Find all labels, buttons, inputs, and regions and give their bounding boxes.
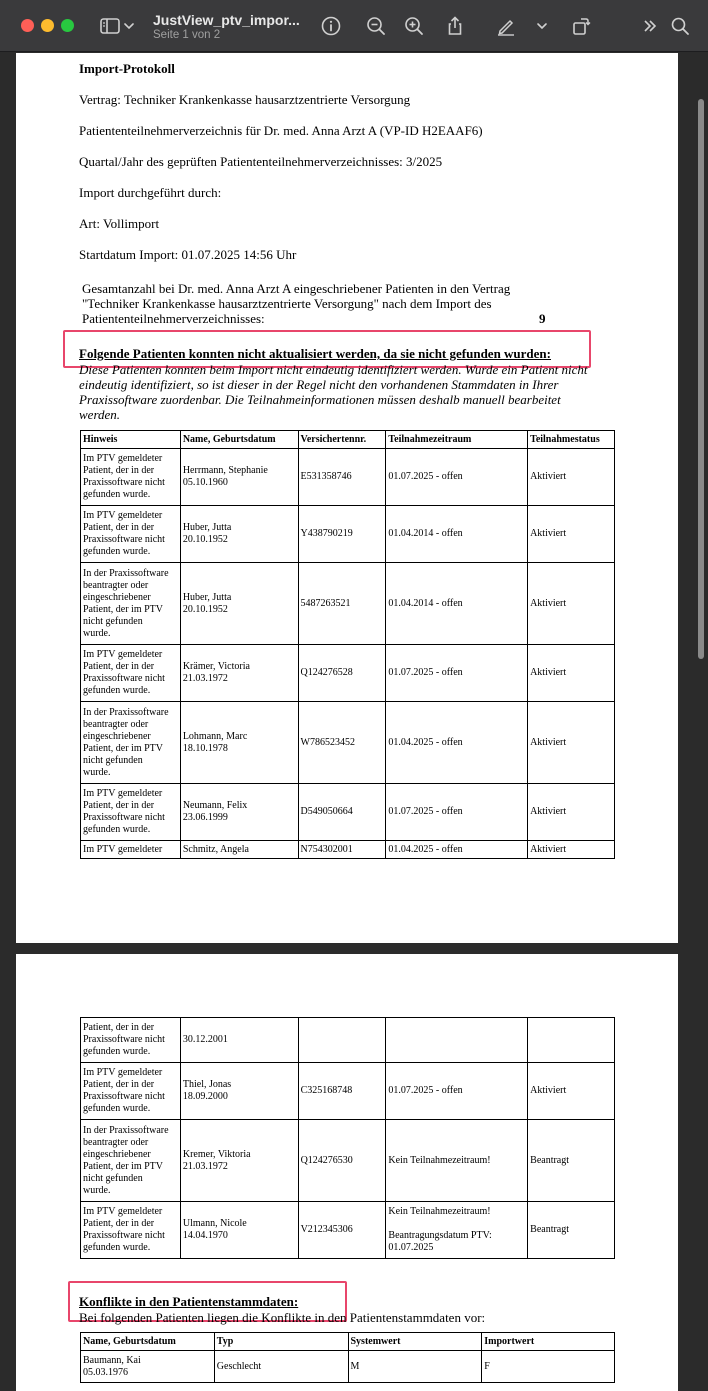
zeitraum-cell — [386, 1120, 528, 1202]
versichertennr-cell: D549050664 — [298, 784, 386, 841]
cell-line: Beantragungsdatum PTV: — [388, 1230, 492, 1241]
import-durch-line: Import durchgeführt durch: — [79, 185, 222, 200]
not-found-table — [80, 430, 615, 859]
name-cell — [180, 841, 298, 859]
hinweis-cell — [81, 1063, 181, 1120]
cell-line: nicht gefunden — [83, 754, 143, 766]
cell-line: Im PTV gemeldeter — [83, 1067, 163, 1078]
table-row — [81, 702, 615, 784]
status-cell: Aktiviert — [528, 841, 615, 859]
cell-line: Thiel, Jonas — [182, 1079, 232, 1090]
name-cell — [180, 702, 298, 784]
art-line: Art: Vollimport — [79, 216, 160, 231]
cell-line: 23.06.1999 — [182, 812, 228, 823]
cell-line: Patient, der in der — [83, 1079, 155, 1090]
vertrag-line: Vertrag: Techniker Krankenkasse hausarztzentrierte Versorgung — [79, 92, 411, 107]
versichertennr-cell: 5487263521 — [298, 563, 386, 645]
table-row — [81, 563, 615, 645]
cell-line: Praxissoftware nicht — [83, 1091, 165, 1102]
share-icon[interactable] — [443, 14, 467, 38]
hinweis-cell — [81, 645, 181, 702]
versichertennr-cell: Q124276530 — [298, 1120, 386, 1202]
table-row — [81, 449, 615, 506]
cell-line: 18.10.1978 — [182, 742, 228, 754]
cell-line: Praxissoftware nicht — [83, 477, 165, 488]
close-window-button[interactable] — [21, 19, 34, 32]
column-header: Typ — [214, 1333, 348, 1351]
hinweis-cell — [81, 784, 181, 841]
cell-line: 18.09.2000 — [182, 1091, 228, 1102]
cell-line: In der Praxissoftware — [83, 706, 169, 718]
zeitraum-cell: 01.07.2025 - offen — [386, 645, 528, 702]
table-header-row — [81, 1333, 615, 1351]
typ-cell: Geschlecht — [214, 1351, 348, 1383]
hinweis-cell — [81, 449, 181, 506]
zeitraum-cell: 01.07.2025 - offen — [386, 784, 528, 841]
status-cell — [528, 1018, 615, 1063]
name-cell — [180, 645, 298, 702]
cell-line: Im PTV gemeldeter — [83, 649, 163, 660]
cell-line: Praxissoftware nicht — [83, 534, 165, 545]
page-indicator: Seite 1 von 2 — [153, 29, 221, 41]
cell-line: nicht gefunden — [83, 615, 143, 627]
pdf-page-1 — [16, 53, 678, 943]
name-cell — [180, 784, 298, 841]
name-cell — [180, 1120, 298, 1202]
cell-line: 01.07.2025 — [388, 1242, 434, 1253]
section1-desc-3: Praxissoftware zuordenbar. Die Teilnahmeinformationen müssen deshalb manuell bearbeitet — [79, 392, 561, 407]
cell-line: Patient, der in der — [83, 1218, 155, 1229]
chevron-down-icon[interactable] — [121, 14, 137, 38]
cell-line: 30.12.2001 — [182, 1034, 228, 1045]
cell-line: Huber, Jutta — [182, 522, 232, 533]
vertical-scrollbar[interactable] — [698, 99, 704, 659]
cell-line: Patient, der in der — [83, 522, 155, 533]
cell-line: gefunden wurde. — [83, 1103, 151, 1114]
column-header: Versichertennr. — [298, 431, 386, 449]
zoom-out-icon[interactable] — [364, 14, 388, 38]
name-cell — [180, 563, 298, 645]
gesamt-line-1: Gesamtanzahl bei Dr. med. Anna Arzt A eingeschriebener Patienten in den Vertrag — [82, 281, 511, 296]
pdf-page-2 — [16, 954, 678, 1391]
table-row — [81, 784, 615, 841]
cell-line: Im PTV gemeldeter — [83, 1206, 163, 1217]
cell-line: Huber, Jutta — [182, 591, 232, 603]
document-viewer[interactable] — [0, 53, 708, 1391]
document-title: JustView_ptv_impor... — [153, 12, 300, 28]
cell-line: Krämer, Victoria — [182, 661, 250, 672]
hinweis-cell — [81, 563, 181, 645]
section1-desc-1: Diese Patienten konnten beim Import nicht eindeutig identifiziert werden. Wurde ein Patient nicht — [79, 362, 588, 377]
table-row — [81, 506, 615, 563]
doc-heading: Import-Protokoll — [79, 61, 175, 76]
cell-line: Praxissoftware nicht — [83, 673, 165, 684]
cell-line: eingeschriebener — [83, 730, 151, 742]
cell-line — [388, 1218, 525, 1230]
hinweis-cell — [81, 841, 181, 859]
cell-line: Patient, der im PTV — [83, 742, 163, 754]
cell-line: 05.10.1960 — [182, 477, 228, 488]
versichertennr-cell: N754302001 — [298, 841, 386, 859]
cell-line: Im PTV gemeldeter — [83, 788, 163, 799]
table-row — [81, 1120, 615, 1202]
column-header: Importwert — [482, 1333, 615, 1351]
cell-line: Neumann, Felix — [182, 800, 248, 811]
cell-line: In der Praxissoftware — [83, 1124, 169, 1136]
conflicts-table — [80, 1332, 615, 1383]
cell-line: Praxissoftware nicht — [83, 1230, 165, 1241]
versichertennr-cell: Y438790219 — [298, 506, 386, 563]
cell-line: Baumann, Kai — [83, 1354, 141, 1366]
cell-line: beantragter oder — [83, 579, 149, 591]
rotate-icon[interactable] — [569, 14, 593, 38]
status-cell: Aktiviert — [528, 1063, 615, 1120]
cell-line: 21.03.1972 — [182, 673, 228, 684]
startdatum-line: Startdatum Import: 01.07.2025 14:56 Uhr — [79, 247, 297, 262]
cell-line: eingeschriebener — [83, 591, 151, 603]
cell-line: Patient, der im PTV — [83, 1160, 163, 1172]
status-cell: Aktiviert — [528, 449, 615, 506]
window-titlebar — [0, 0, 708, 52]
zoom-window-button[interactable] — [61, 19, 74, 32]
cell-line: 01.07.2025 - offen — [388, 1085, 463, 1096]
zeitraum-cell — [386, 1202, 528, 1259]
versichertennr-cell: Q124276528 — [298, 645, 386, 702]
column-header: Teilnahmestatus — [528, 431, 615, 449]
cell-line: 21.03.1972 — [182, 1160, 228, 1172]
cell-line: wurde. — [83, 1184, 111, 1196]
markup-menu-chevron-icon[interactable] — [534, 14, 550, 38]
cell-line: Ulmann, Nicole — [182, 1218, 247, 1229]
zeitraum-cell — [386, 1063, 528, 1120]
table-row — [81, 645, 615, 702]
status-cell: Aktiviert — [528, 784, 615, 841]
cell-line: Patient, der im PTV — [83, 603, 163, 615]
zeitraum-cell: 01.04.2014 - offen — [386, 506, 528, 563]
cell-line: 20.10.1952 — [182, 534, 228, 545]
cell-line: wurde. — [83, 766, 111, 778]
table-row — [81, 1351, 615, 1383]
gesamt-line-2: "Techniker Krankenkasse hausarztzentrierte Versorgung" nach dem Import des — [82, 296, 492, 311]
name-cell — [180, 449, 298, 506]
zoom-in-icon[interactable] — [402, 14, 426, 38]
versichertennr-cell — [298, 1018, 386, 1063]
section1-title: Folgende Patienten konnten nicht aktualisiert werden, da sie nicht gefunden wurden: — [79, 346, 551, 361]
zeitraum-cell: 01.04.2025 - offen — [386, 841, 528, 859]
section1-desc-4: werden. — [79, 407, 121, 422]
cell-line: Patient, der in der — [83, 465, 155, 476]
versichertennr-cell: E531358746 — [298, 449, 386, 506]
cell-line: wurde. — [83, 627, 111, 639]
cell-line: Kremer, Viktoria — [182, 1148, 251, 1160]
cell-line: Im PTV gemeldeter — [83, 843, 163, 855]
hinweis-cell — [81, 702, 181, 784]
name-cell — [81, 1351, 215, 1383]
pencil-icon[interactable] — [494, 14, 518, 38]
zeitraum-cell — [386, 1018, 528, 1063]
cell-line: gefunden wurde. — [83, 546, 151, 557]
versichertennr-cell: C325168748 — [298, 1063, 386, 1120]
table-row — [81, 1018, 615, 1063]
column-header: Hinweis — [81, 431, 181, 449]
column-header: Name, Geburtsdatum — [81, 1333, 215, 1351]
versichertennr-cell: V212345306 — [298, 1202, 386, 1259]
table-row — [81, 1063, 615, 1120]
chevron-double-right-icon[interactable] — [638, 14, 662, 38]
cell-line: nicht gefunden — [83, 1172, 143, 1184]
hinweis-cell — [81, 1202, 181, 1259]
cell-line: 14.04.1970 — [182, 1230, 228, 1241]
cell-line: Patient, der in der — [83, 800, 155, 811]
cell-line: beantragter oder — [83, 1136, 149, 1148]
cell-line — [388, 1034, 525, 1046]
table-row — [81, 1202, 615, 1259]
cell-line: Kein Teilnahmezeitraum! — [388, 1154, 491, 1166]
search-icon[interactable] — [668, 14, 692, 38]
cell-line: Lohmann, Marc — [182, 730, 248, 742]
versichertennr-cell: W786523452 — [298, 702, 386, 784]
info-icon[interactable] — [319, 14, 343, 38]
name-cell — [180, 1063, 298, 1120]
cell-line: Kein Teilnahmezeitraum! — [388, 1206, 491, 1217]
name-cell — [180, 1018, 298, 1063]
cell-line: Patient, der in der — [83, 1022, 155, 1033]
minimize-window-button[interactable] — [41, 19, 54, 32]
cell-line: Patient, der in der — [83, 661, 155, 672]
section1-desc-2: eindeutig identifiziert, so ist dieser in der Regel nicht den vorhandenen Stammdaten in Ihrer — [79, 377, 559, 392]
cell-line: gefunden wurde. — [83, 685, 151, 696]
name-cell — [180, 1202, 298, 1259]
status-cell: Beantragt — [528, 1120, 615, 1202]
column-header: Name, Geburtsdatum — [180, 431, 298, 449]
status-cell: Aktiviert — [528, 563, 615, 645]
hinweis-cell — [81, 1120, 181, 1202]
systemwert-cell: M — [348, 1351, 482, 1383]
cell-line: gefunden wurde. — [83, 489, 151, 500]
status-cell: Beantragt — [528, 1202, 615, 1259]
status-cell: Aktiviert — [528, 645, 615, 702]
hinweis-cell — [81, 506, 181, 563]
section2-title: Konflikte in den Patientenstammdaten: — [79, 1294, 299, 1309]
table-header-row — [81, 431, 615, 449]
gesamt-count: 9 — [539, 311, 546, 326]
sidebar-icon[interactable] — [98, 14, 122, 38]
status-cell: Aktiviert — [528, 702, 615, 784]
cell-line: gefunden wurde. — [83, 1242, 151, 1253]
quartal-line: Quartal/Jahr des geprüften Patiententeilnehmerverzeichnisses: 3/2025 — [79, 154, 443, 169]
cell-line: 20.10.1952 — [182, 603, 228, 615]
column-header: Systemwert — [348, 1333, 482, 1351]
zeitraum-cell: 01.04.2025 - offen — [386, 702, 528, 784]
cell-line: Praxissoftware nicht — [83, 1034, 165, 1045]
cell-line: gefunden wurde. — [83, 1046, 151, 1057]
cell-line: In der Praxissoftware — [83, 567, 169, 579]
importwert-cell: F — [482, 1351, 615, 1383]
zeitraum-cell: 01.07.2025 - offen — [386, 449, 528, 506]
table-row — [81, 841, 615, 859]
gesamt-line-3: Patiententeilnehmerverzeichnisses: — [82, 311, 265, 326]
cell-line: 05.03.1976 — [83, 1366, 128, 1378]
status-cell: Aktiviert — [528, 506, 615, 563]
cell-line: Im PTV gemeldeter — [83, 510, 163, 521]
not-found-table-continued — [80, 1017, 615, 1259]
column-header: Teilnahmezeitraum — [386, 431, 528, 449]
zeitraum-cell: 01.04.2014 - offen — [386, 563, 528, 645]
name-cell — [180, 506, 298, 563]
cell-line: eingeschriebener — [83, 1148, 151, 1160]
hinweis-cell — [81, 1018, 181, 1063]
cell-line: beantragter oder — [83, 718, 149, 730]
verzeichnis-line: Patiententeilnehmerverzeichnis für Dr. med. Anna Arzt A (VP-ID H2EAAF6) — [79, 123, 483, 138]
cell-line: Schmitz, Angela — [182, 843, 249, 855]
cell-line: Praxissoftware nicht — [83, 812, 165, 823]
section2-desc: Bei folgenden Patienten liegen die Konflikte in den Patientenstammdaten vor: — [79, 1310, 486, 1325]
cell-line: Im PTV gemeldeter — [83, 453, 163, 464]
cell-line: gefunden wurde. — [83, 824, 151, 835]
cell-line: Herrmann, Stephanie — [182, 465, 268, 476]
